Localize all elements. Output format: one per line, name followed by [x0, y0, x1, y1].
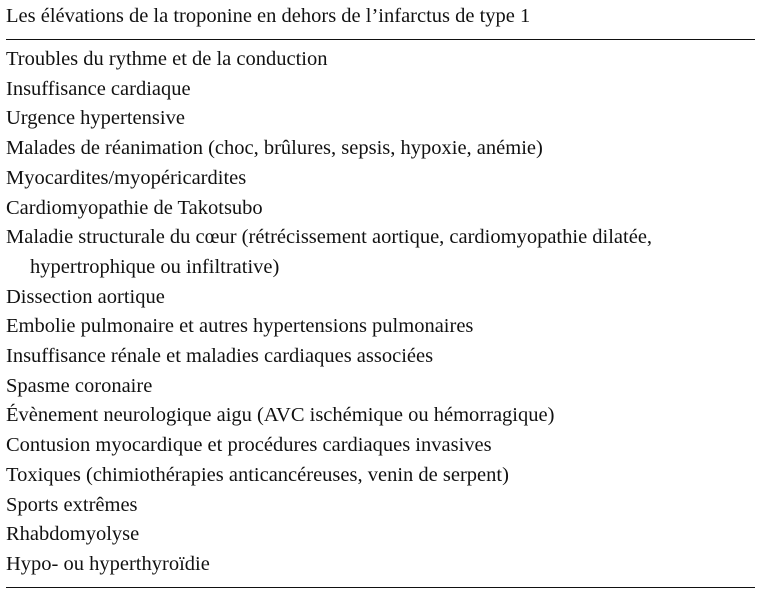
list-item: Sports extrêmes — [6, 493, 138, 516]
list-item: Insuffisance cardiaque — [6, 77, 191, 100]
list-item: Rhabdomyolyse — [6, 523, 140, 546]
list-item: Cardiomyopathie de Takotsubo — [6, 196, 263, 219]
list-item: Dissection aortique — [6, 285, 165, 308]
troponin-table — [6, 0, 755, 588]
list-item: Toxiques (chimiothérapies anticancéreuses, venin de serpent) — [6, 463, 509, 486]
list-item: Urgence hypertensive — [6, 107, 185, 130]
list-item: Évènement neurologique aigu (AVC ischémique ou hémorragique) — [6, 404, 555, 427]
list-item: Myocardites/myopéricardites — [6, 166, 247, 189]
list-item: Embolie pulmonaire et autres hypertensions pulmonaires — [6, 315, 474, 338]
list-item: Maladie structurale du cœur (rétrécissement aortique, cardiomyopathie dilatée, hypertrophique ou infiltrative) — [6, 226, 653, 278]
list-item: Hypo- ou hyperthyroïdie — [6, 552, 210, 575]
list-item: Troubles du rythme et de la conduction — [6, 48, 328, 70]
table-caption: Les élévations de la troponine en dehors de l’infarctus de type 1 — [6, 5, 531, 27]
list-item: Insuffisance rénale et maladies cardiaques associées — [6, 345, 434, 368]
cause-list — [6, 40, 755, 580]
table-bottom-rule — [6, 587, 755, 588]
list-item: Contusion myocardique et procédures cardiaques invasives — [6, 434, 492, 457]
list-item: Malades de réanimation (choc, brûlures, sepsis, hypoxie, anémie) — [6, 137, 543, 160]
list-item: Spasme coronaire — [6, 374, 153, 397]
